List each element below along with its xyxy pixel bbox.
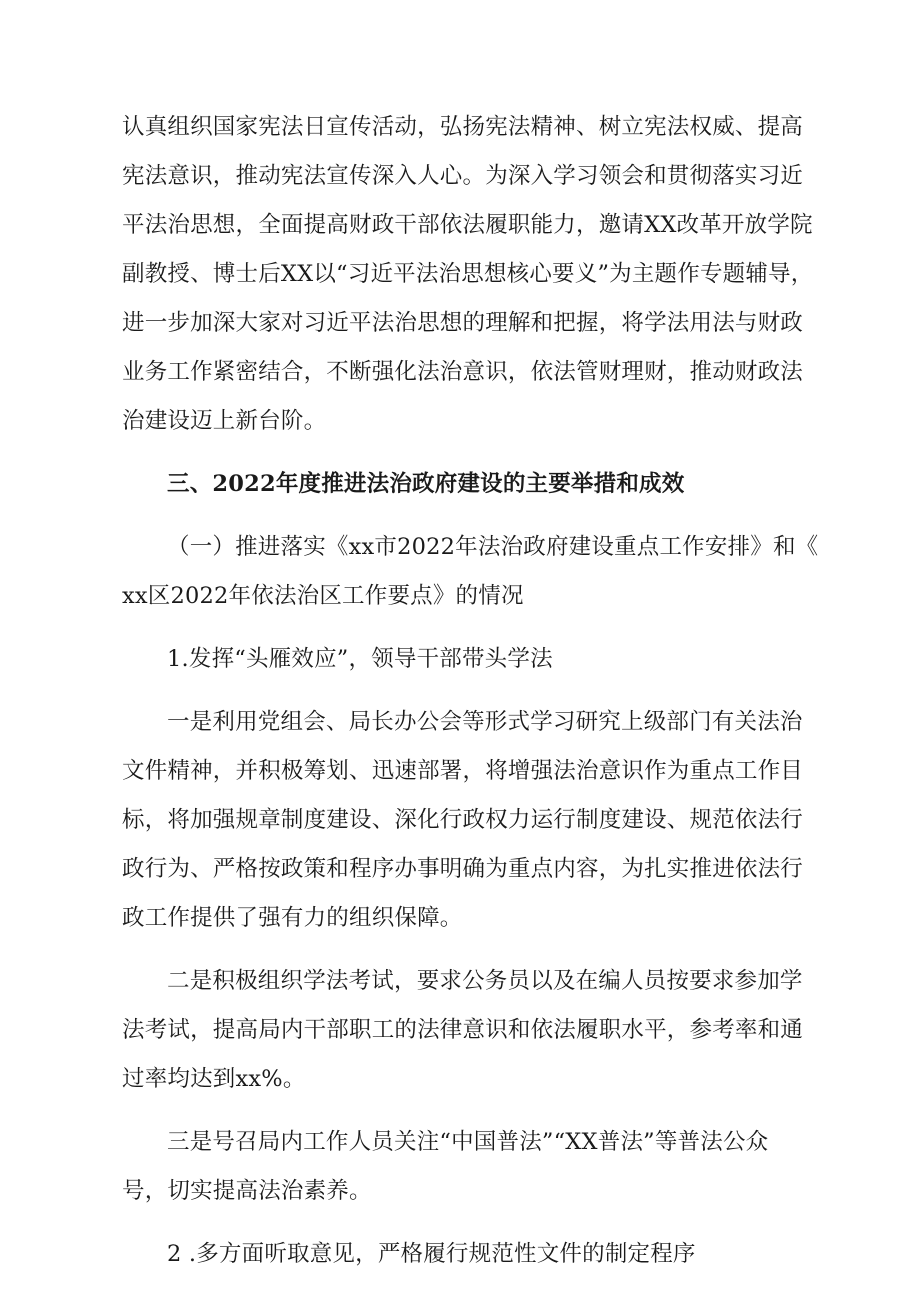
text-line: 认真组织国家宪法日宣传活动，弘扬宪法精神、树立宪法权威、提高 xyxy=(122,114,804,140)
text-line: 平法治思想，全面提高财政干部依法履职能力，邀请XX改革开放学院 xyxy=(122,212,813,238)
text-line: 号，切实提高法治素养。 xyxy=(122,1178,372,1204)
paragraph-third xyxy=(122,1118,802,1216)
paragraph-constitution-day xyxy=(122,103,814,446)
text-line: 业务工作紧密结合，不断强化法治意识，依法管财理财，推动财政法 xyxy=(122,359,804,385)
text-line: 副教授、博士后XX以“习近平法治思想核心要义”为主题作专题辅导， xyxy=(122,261,814,287)
subsection-1-heading xyxy=(122,523,819,621)
text-line: 三是号召局内工作人员关注“中国普法”“XX普法”等普法公众 xyxy=(167,1129,769,1155)
item-1-heading xyxy=(122,635,802,684)
item-heading-text: 1.发挥“头雁效应”，领导干部带头学法 xyxy=(167,646,553,672)
text-line: 二是积极组织学法考试，要求公务员以及在编人员按要求参加学 xyxy=(167,968,803,994)
text-line: 政行为、严格按政策和程序办事明确为重点内容，为扎实推进依法行 xyxy=(122,856,804,882)
text-line: 一是利用党组会、局长办公会等形式学习研究上级部门有关法治 xyxy=(167,709,803,735)
text-line: xx区2022年依法治区工作要点》的情况 xyxy=(122,583,524,609)
text-line: 法考试，提高局内干部职工的法律意识和依法履职水平，参考率和通 xyxy=(122,1017,804,1043)
text-line: 进一步加深大家对习近平法治思想的理解和把握，将学法用法与财政 xyxy=(122,310,804,336)
text-line: 文件精神，并积极筹划、迅速部署，将增强法治意识作为重点工作目 xyxy=(122,758,804,784)
text-line: 治建设迈上新台阶。 xyxy=(122,408,327,434)
section-heading-text: 三、2022年度推进法治政府建设的主要举措和成效 xyxy=(167,471,685,497)
item-2-heading xyxy=(122,1230,802,1279)
item-heading-text: 2 .多方面听取意见，严格履行规范性文件的制定程序 xyxy=(167,1241,696,1267)
text-line: 政工作提供了强有力的组织保障。 xyxy=(122,905,463,931)
paragraph-first xyxy=(122,698,802,943)
text-line: 过率均达到xx%。 xyxy=(122,1066,306,1092)
text-line: 标，将加强规章制度建设、深化行政权力运行制度建设、规范依法行 xyxy=(122,807,804,833)
text-line: 宪法意识，推动宪法宣传深入人心。为深入学习领会和贯彻落实习近 xyxy=(122,163,804,189)
section-3-heading xyxy=(122,460,802,509)
text-line: （一）推进落实《xx市2022年法治政府建设重点工作安排》和《 xyxy=(167,534,819,560)
paragraph-second xyxy=(122,957,802,1104)
